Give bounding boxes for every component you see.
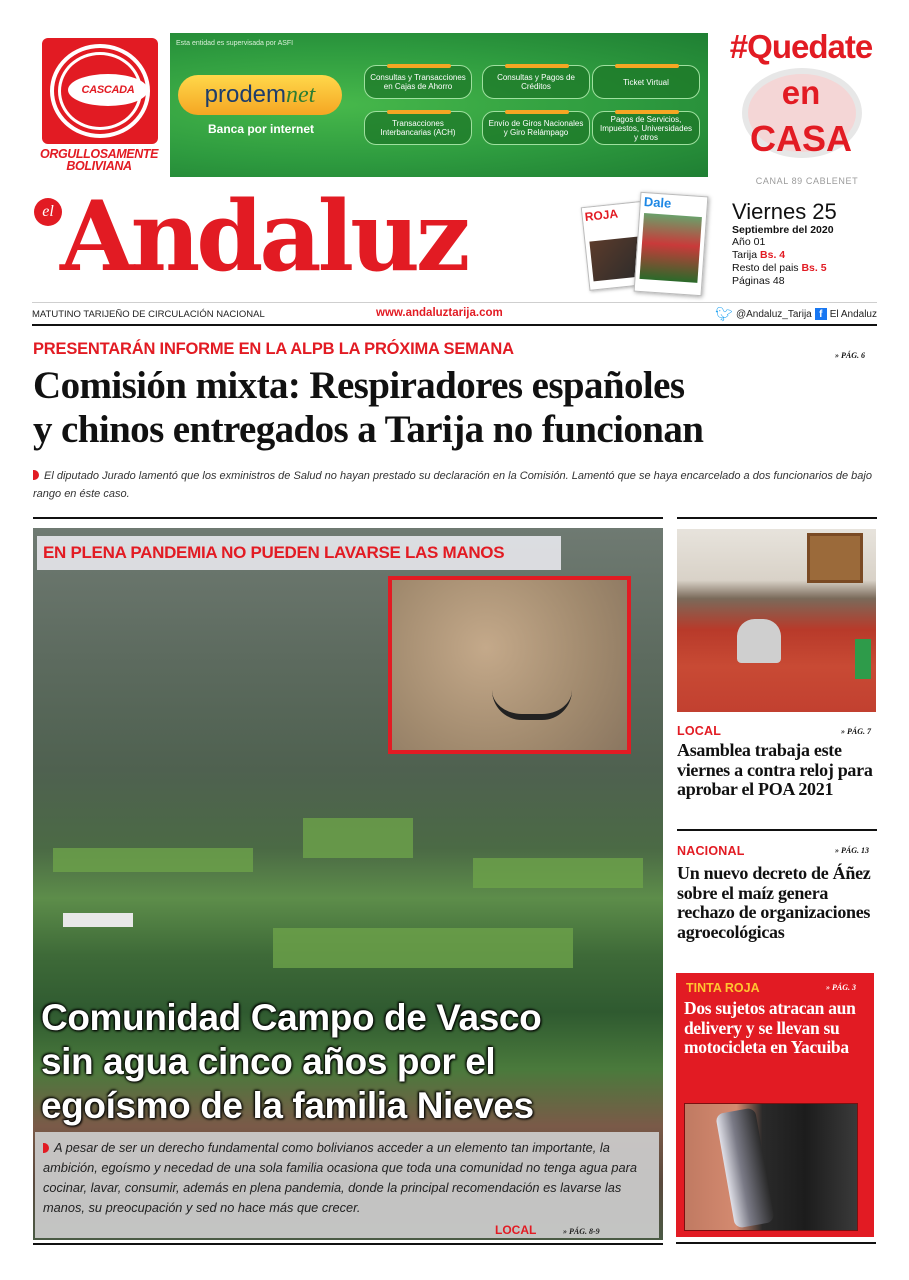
cascada-tagline xyxy=(40,148,158,172)
feature-summary: A pesar de ser un derecho fundamental como bolivianos acceder a un elemento tan importante, la ambición, egoísmo y necedad de una sola familia ocasiona que toda una comunidad no tenga agua para cocinar, lavar, consumir, además en plena pandemia, donde la principal recomendación es lavarse las manos, su preocupación y sed no hace más que crecer. xyxy=(43,1140,638,1215)
story-headline[interactable]: Dos sujetos atracan aun delivery y se llevan su motocicleta en Yacuiba xyxy=(684,998,856,1057)
feature-page-ref[interactable]: » PÁG. 8-9 xyxy=(563,1227,600,1236)
edition-pages: Páginas 48 xyxy=(732,275,785,287)
assembly-photo xyxy=(677,529,876,712)
photo-flag xyxy=(855,639,871,679)
prodemnet-ad[interactable] xyxy=(170,33,708,177)
edition-day: Viernes 25 xyxy=(732,199,837,224)
edition-month: Septiembre del 2020 xyxy=(732,224,834,236)
tinta-roja-box[interactable] xyxy=(676,973,874,1237)
price-tarija xyxy=(732,249,892,262)
feature-headline-line-3: egoísmo de la familia Nieves xyxy=(41,1085,534,1126)
feature-inset-photo xyxy=(388,576,631,754)
landscape-field xyxy=(53,848,253,872)
service-box: Consultas y Transacciones en Cajas de Ahorro xyxy=(364,65,472,99)
lead-headline[interactable] xyxy=(33,364,893,452)
bullet-icon xyxy=(43,1143,49,1153)
roja-cover-title: ROJA xyxy=(582,202,642,226)
facebook-icon: f xyxy=(815,308,827,320)
lead-kicker: PRESENTARÁN INFORME EN LA ALPB LA PRÓXIMA SEMANA xyxy=(33,340,514,358)
prodemnet-brand-2: net xyxy=(286,81,316,108)
story-headline[interactable]: Asamblea trabaja este viernes a contra reloj para aprobar el POA 2021 xyxy=(677,740,873,799)
prodemnet-brand-1: prodem xyxy=(204,81,287,108)
twitter-icon: 🐦︎ xyxy=(715,306,733,322)
feature-headline-line-2: sin agua cinco años por el xyxy=(41,1041,496,1082)
story-page-ref[interactable]: » PÁG. 7 xyxy=(841,727,871,736)
story-section: LOCAL xyxy=(677,724,722,738)
prodemnet-logo xyxy=(178,75,342,115)
channel-name: CANAL 89 CABLENET xyxy=(755,176,859,186)
feature-summary-box xyxy=(35,1132,659,1238)
feature-photo-story[interactable] xyxy=(33,528,663,1240)
story-page-ref[interactable]: » PÁG. 13 xyxy=(835,846,869,855)
edition-info xyxy=(732,200,892,300)
dale-cover-image xyxy=(639,213,701,283)
masthead-logo[interactable] xyxy=(32,180,572,296)
info-bar xyxy=(32,302,877,326)
divider xyxy=(33,517,663,519)
twitter-handle[interactable]: @Andaluz_Tarija xyxy=(735,308,812,320)
feature-kicker: EN PLENA PANDEMIA NO PUEDEN LAVARSE LAS MANOS xyxy=(37,536,561,570)
lead-deck-text: El diputado Jurado lamentó que los exministros de Salud no hayan prestado su declaración en la Comisión. Lamentó que se haya encarcelado a dos funcionarios de bajo rango en éste caso. xyxy=(33,470,872,500)
quedate-en-casa-ad[interactable] xyxy=(712,28,902,188)
newspaper-tagline: MATUTINO TARIJEÑO DE CIRCULACIÓN NACIONAL xyxy=(32,309,265,320)
sister-publications-covers xyxy=(585,190,715,300)
feature-headline xyxy=(41,996,661,1128)
price-tarija-label: Tarija xyxy=(732,249,758,261)
feature-section: LOCAL xyxy=(495,1223,537,1237)
landscape-house xyxy=(63,913,133,927)
lead-headline-line-1: Comisión mixta: Respiradores españoles xyxy=(33,364,685,407)
landscape-field xyxy=(303,818,413,858)
divider xyxy=(33,1243,663,1245)
masthead-prefix: el xyxy=(34,198,62,226)
quedate-line-1: #Quedate xyxy=(729,28,873,65)
feature-headline-line-1: Comunidad Campo de Vasco xyxy=(41,997,542,1038)
story-section: TINTA ROJA xyxy=(686,981,760,995)
service-box: Transacciones Interbancarias (ACH) xyxy=(364,111,472,145)
quedate-line-2: en xyxy=(781,74,821,111)
divider xyxy=(676,1242,876,1244)
asfi-notice: Esta entidad es supervisada por ASFI xyxy=(176,40,294,47)
edition-year: Año 01 xyxy=(732,236,766,248)
price-tarija-value: Bs. 4 xyxy=(760,249,786,261)
dale-cover-title: Dale xyxy=(643,194,672,211)
price-resto-value: Bs. 5 xyxy=(801,262,827,274)
service-box: Consultas y Pagos de Créditos xyxy=(482,65,590,99)
cascada-ad[interactable] xyxy=(40,38,158,178)
price-resto xyxy=(732,262,892,275)
cascada-logo-text: CASCADA xyxy=(68,74,148,106)
tinta-roja-photo xyxy=(684,1103,858,1231)
price-resto-label: Resto del pais xyxy=(732,262,799,274)
bullet-icon xyxy=(33,470,39,480)
divider xyxy=(677,829,877,831)
dale-cover xyxy=(634,192,709,296)
lead-deck xyxy=(33,467,878,503)
story-headline[interactable]: Un nuevo decreto de Áñez sobre el maíz genera rechazo de organizaciones agroecológicas xyxy=(677,863,871,942)
service-box: Ticket Virtual xyxy=(592,65,700,99)
cascada-tagline-2: BOLIVIANA xyxy=(66,159,132,173)
quedate-line-3: CASA xyxy=(749,118,852,159)
lead-headline-line-2: y chinos entregados a Tarija no funcionan xyxy=(33,408,704,451)
facebook-page[interactable]: El Andaluz xyxy=(829,308,877,320)
lead-page-ref[interactable]: » PÁG. 6 xyxy=(835,351,865,360)
website-link[interactable]: www.andaluztarija.com xyxy=(376,307,503,319)
landscape-field xyxy=(473,858,643,888)
social-links xyxy=(715,308,877,320)
story-page-ref[interactable]: » PÁG. 3 xyxy=(826,983,856,992)
photo-person xyxy=(737,619,781,663)
cascada-tagline-1: ORGULLOSAMENTE xyxy=(40,147,159,161)
masthead-name: Andaluz xyxy=(60,180,467,293)
service-box: Pagos de Servicios, Impuestos, Universidades y otros xyxy=(592,111,700,145)
story-section: NACIONAL xyxy=(677,844,745,858)
service-box: Envío de Giros Nacionales y Giro Relámpago xyxy=(482,111,590,145)
landscape-field xyxy=(273,928,573,968)
prodemnet-subtitle: Banca por internet xyxy=(208,122,315,136)
photo-door xyxy=(807,533,863,583)
divider xyxy=(677,517,877,519)
cascada-logo xyxy=(42,38,158,144)
